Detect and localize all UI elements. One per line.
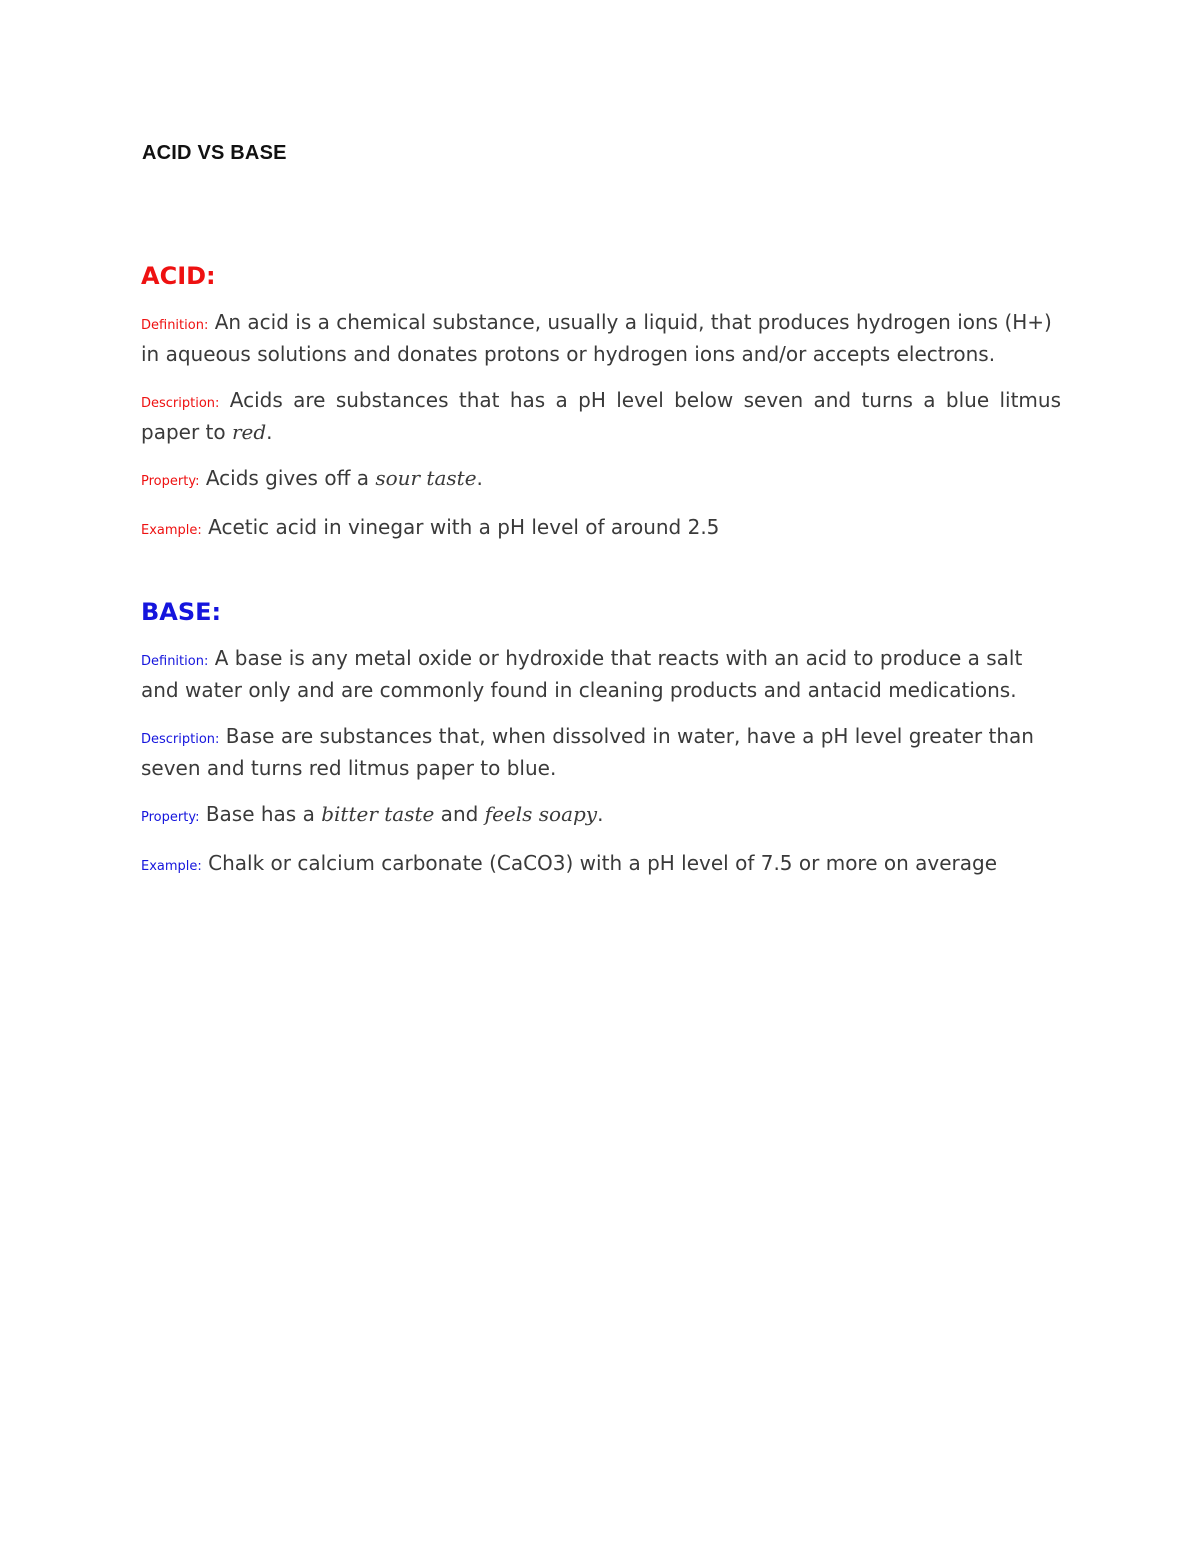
acid-heading: ACID: (141, 262, 216, 290)
document-title: ACID VS BASE (142, 142, 287, 164)
base-definition-text: A base is any metal oxide or hydroxide that reacts with an acid to produce a salt and water only and are commonly found in cleaning products and antacid medications. (141, 646, 1023, 702)
acid-example-text: Acetic acid in vinegar with a pH level of around 2.5 (208, 515, 720, 539)
base-definition (141, 644, 1061, 705)
acid-definition (141, 308, 1061, 369)
base-property-text: Base has a (205, 802, 322, 826)
base-example-label: Example: (141, 859, 202, 874)
base-description-label: Description: (141, 732, 220, 747)
acid-property-label: Property: (141, 474, 200, 489)
base-section (141, 594, 1061, 898)
base-description-text: Base are substances that, when dissolved in water, have a pH level greater than seven and turns red litmus paper to blue. (141, 724, 1034, 780)
base-property-emphasis-2: feels soapy (484, 802, 598, 826)
acid-property-end: . (476, 466, 483, 490)
acid-section (141, 258, 1061, 562)
base-property-middle: and (434, 802, 485, 826)
acid-description-end: . (266, 420, 273, 444)
base-description (141, 722, 1061, 783)
acid-description-emphasis: red (231, 420, 267, 444)
base-heading: BASE: (141, 598, 222, 626)
acid-property (141, 464, 1061, 496)
acid-example-label: Example: (141, 523, 202, 538)
base-example-text: Chalk or calcium carbonate (CaCO3) with a pH level of 7.5 or more on average (208, 851, 998, 875)
base-definition-label: Definition: (141, 654, 209, 669)
base-property-end: . (597, 802, 604, 826)
acid-example (141, 513, 1061, 545)
acid-definition-text: An acid is a chemical substance, usually a liquid, that produces hydrogen ions (H+) in aqueous solutions and donates protons or hydrogen ions and/or accepts electrons. (141, 310, 1052, 366)
acid-description-text: Acids are substances that has a pH level below seven and turns a blue litmus paper to (141, 388, 1062, 444)
base-property-emphasis-1: bitter taste (321, 802, 435, 826)
base-property (141, 800, 1061, 832)
base-property-label: Property: (141, 810, 200, 825)
acid-property-text: Acids gives off a (205, 466, 376, 490)
base-example (141, 849, 1061, 881)
acid-definition-label: Definition: (141, 318, 209, 333)
acid-description (141, 386, 1061, 447)
acid-property-emphasis: sour taste (375, 466, 477, 490)
acid-description-label: Description: (141, 396, 220, 411)
